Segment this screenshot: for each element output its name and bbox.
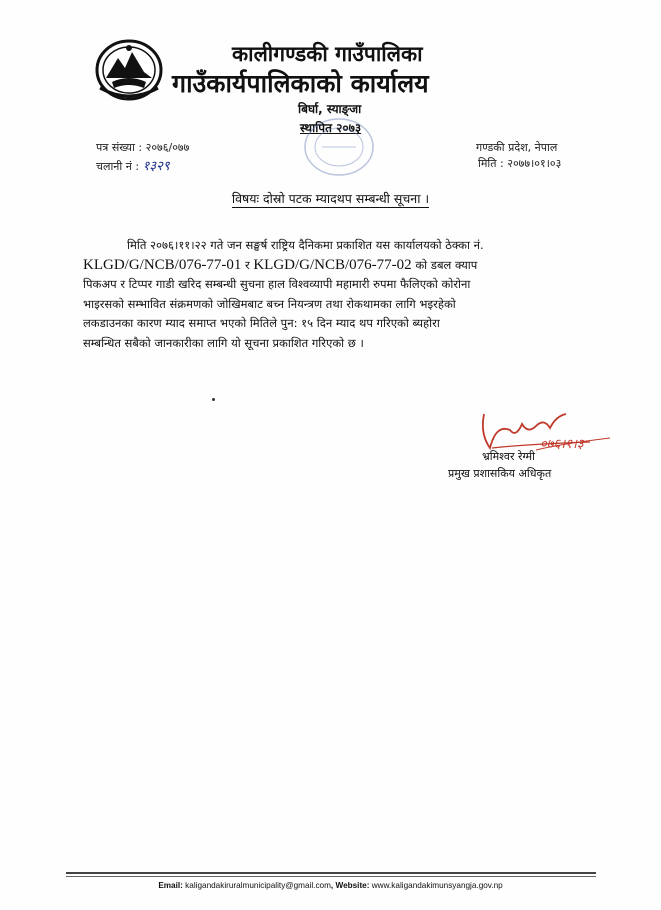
dispatch-number-label: चलानी नं : — [96, 160, 140, 173]
svg-text:०७६।१।३: ०७६।१।३ — [540, 437, 584, 452]
ink-dot — [212, 398, 215, 401]
body-line-5: लकडाउनका कारण म्याद समाप्त भएको मितिले पुन: १५ दिन म्याद थप गरिएको ब्यहोरा — [83, 316, 440, 330]
established-year: स्थापित २०७३ — [300, 121, 362, 135]
office-name: गाउँकार्यपालिकाको कार्यालय — [172, 69, 429, 98]
municipality-name: कालीगण्डकी गाउँपालिका — [232, 42, 423, 66]
province: गण्डकी प्रदेश, नेपाल — [476, 141, 558, 154]
body-line-1: मिति २०७६।११।२२ गते जन सङ्घर्ष राष्ट्रिय दैनिकमा प्रकाशित यस कार्यालयको ठेक्का नं. — [127, 238, 484, 252]
email-link[interactable]: kaligandakiruralmunicipality@gmail.com — [185, 881, 331, 890]
body-line-6: सम्बन्धित सबैको जानकारीका लागि यो सूचना प्रकाशित गरिएको छ । — [83, 335, 364, 350]
office-stamp-icon — [302, 116, 376, 178]
signatory-name: भ्रमिश्वर रेग्मी — [482, 450, 535, 463]
subject-text: विषयः दोस्रो पटक म्यादथप सम्बन्धी सूचना । — [231, 191, 430, 206]
subject-line — [0, 190, 661, 207]
website-link[interactable]: www.kaligandakimunsyangja.gov.np — [371, 881, 503, 890]
notice-body — [83, 236, 593, 353]
footer-contact: Email: kaligandakiruralmunicipality@gmail.com, Website: www.kaligandakimunsyangja.gov.np — [158, 881, 503, 890]
signatory-title: प्रमुख प्रशासकिय अधिकृत — [448, 467, 552, 480]
website-label: Website: — [335, 881, 370, 890]
letter-number: पत्र संख्या : २०७६/०७७ — [96, 141, 190, 154]
email-label: Email: — [158, 881, 183, 890]
letter-date: मिति : २०७७।०१।०३ — [478, 157, 562, 170]
tender-ref-1: KLGD/G/NCB/076-77-01 — [83, 256, 242, 273]
tender-ref-2: KLGD/G/NCB/076-77-02 — [253, 256, 412, 273]
body-line-3: पिकअप र टिप्पर गाडी खरिद सम्बन्धी सुचना हाल विश्वव्यापी महामारी रुपमा फैलिएको कोरोना — [83, 277, 471, 291]
footer-rule — [66, 872, 596, 874]
body-line-2-tail: को डबल क्याप — [411, 257, 478, 272]
dispatch-number-value: १३२९ — [142, 159, 170, 174]
nepal-emblem-icon — [94, 38, 164, 102]
footer-rule-thin — [66, 876, 596, 877]
body-conjunction: र — [241, 257, 254, 272]
body-line-2 — [83, 256, 593, 276]
body-line-4: भाइरसको सम्भावित संक्रमणको जोखिमबाट बच्न नियन्त्रण तथा रोकथामका लागि भइरहेको — [83, 296, 456, 311]
office-address: बिर्घा, स्याङ्जा — [298, 102, 362, 116]
dispatch-number — [96, 156, 170, 174]
